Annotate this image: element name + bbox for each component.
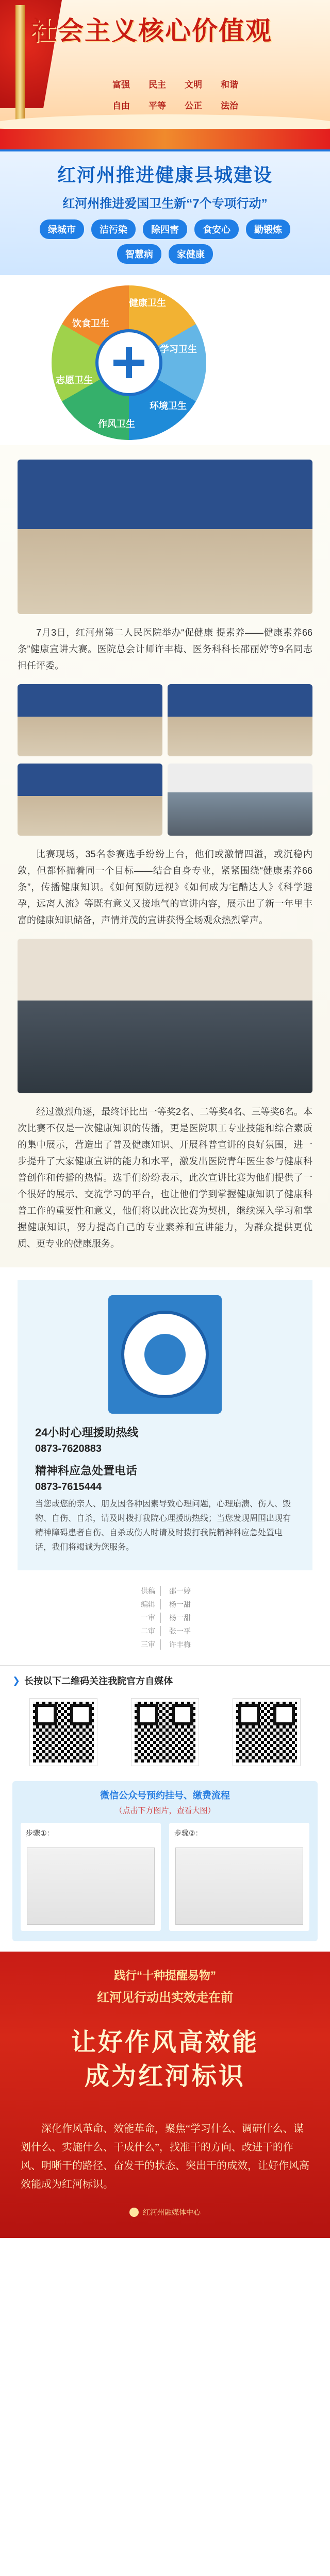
qr-section-title xyxy=(0,1666,330,1696)
credit-role: 编辑 xyxy=(120,1599,161,1609)
credit-role: 一审 xyxy=(120,1613,161,1623)
audience-photo xyxy=(168,764,312,836)
qr-code[interactable] xyxy=(233,1699,300,1766)
action-tag: 食安心 xyxy=(194,219,239,239)
ring-label: 学习卫生 xyxy=(160,344,197,354)
medical-cross-icon xyxy=(95,329,162,396)
speaker-photo xyxy=(18,764,162,836)
wechat-booking-card xyxy=(12,1781,318,1941)
qr-code-row xyxy=(0,1696,330,1776)
credit-role: 供稿 xyxy=(120,1586,161,1596)
value-word: 和谐 xyxy=(221,80,238,90)
credit-name: 邵一婷 xyxy=(169,1587,191,1595)
credit-name: 杨一甜 xyxy=(169,1614,191,1622)
ring-label: 饮食卫生 xyxy=(72,318,109,329)
qr-title-text: 长按以下二维码关注我院官方自媒体 xyxy=(24,1676,173,1686)
psych-hotline-title: 24小时心理援助热线 xyxy=(35,1426,139,1439)
action-tag: 除四害 xyxy=(143,219,187,239)
credit-row xyxy=(98,1626,232,1636)
value-word: 自由 xyxy=(112,101,130,111)
poster-text: 深化作风革命、效能革命，聚焦“学习什么、调研什么、谋划什么、实施什么、干成什么”，找准干的方向、改进干的作风、明晰干的路径、奋发干的状态、突出干的成效，让好作风高效能成为红河标识。 xyxy=(21,2123,309,2190)
credit-row xyxy=(98,1586,232,1596)
health-ring-graphic xyxy=(0,275,330,445)
media-center-name: 红河州融媒体中心 xyxy=(143,2208,201,2216)
value-word: 公正 xyxy=(185,101,202,111)
action-tags xyxy=(21,219,309,264)
action-tag: 智慧病 xyxy=(117,244,161,264)
credit-role: 二审 xyxy=(120,1626,161,1636)
value-word: 平等 xyxy=(148,101,166,111)
emergency-hotline-number[interactable]: 0873-7615444 xyxy=(35,1481,102,1493)
poster-slogan-1: 让好作风高效能 xyxy=(71,2029,259,2056)
booking-step-2[interactable] xyxy=(169,1823,309,1931)
hotline-section xyxy=(18,1280,312,1570)
value-word: 富强 xyxy=(112,80,130,90)
speaker-photo xyxy=(168,684,312,756)
chevron-right-icon: ❯ xyxy=(12,1675,21,1686)
wechat-card-title: 微信公众号预约挂号、缴费流程 xyxy=(100,1790,230,1801)
value-word: 法治 xyxy=(221,101,238,111)
booking-steps xyxy=(21,1823,309,1931)
poster-lead-2: 红河见行动出实效走在前 xyxy=(97,1991,233,2005)
credit-row xyxy=(98,1599,232,1609)
speaker-photos-row-2 xyxy=(18,764,312,836)
poster-lead: 践行“十种提醒易物” xyxy=(113,1969,216,1982)
poster-slogan-2: 成为红河标识 xyxy=(84,2063,245,2090)
step-label: 步骤②： xyxy=(174,1829,203,1837)
emergency-hotline-title: 精神科应急处置电话 xyxy=(35,1464,138,1477)
media-center-logo-icon xyxy=(129,2208,139,2217)
hotline-description: 当您或您的亲人、朋友因各种因素导致心理问题，心理崩溃、伤人、毁物、自伤、自杀，请及时拨打我院心理援助热线；当您发现周围出现有精神障碍患者自伤、自杀或伤人时请及时拨打我院精神科应急处置电话，我们将竭诚为您服务。 xyxy=(35,1500,291,1552)
psych-hotline-number[interactable]: 0873-7620883 xyxy=(35,1443,102,1454)
banner-title: 社会主义核心价值观 xyxy=(31,16,272,45)
poster-footer xyxy=(21,2207,309,2217)
hospital-logo xyxy=(108,1295,222,1414)
value-word: 文明 xyxy=(185,80,202,90)
article-body xyxy=(0,445,330,1267)
header-subtitle: 红河州推进爱国卫生新“7个专项行动” xyxy=(62,197,268,211)
editorial-credits xyxy=(98,1586,232,1650)
credit-name: 许丰梅 xyxy=(169,1640,191,1649)
paragraph-result: 经过激烈角逐，最终评比出一等奖2名、二等奖4名、三等奖6名。本次比赛不仅是一次健康知识的传播，更是医院职工专业技能和综合素质的集中展示，营造出了普及健康知识、开展科普宣讲的良好氛围，进一步提升了大家健康宣讲的能力和水平，激发出医院青年医生参与健康科普创作和传播的热情。选手们纷纷表示，此次宣讲比赛为他们提供了一个很好的展示、交流学习的平台，也让他们学到掌握健康知识了健康科普工作的重要性和意义，他们将以此次比赛为契机，继续深入学习和掌握健康知识，努力提高自己的专业素养和宣讲能力，为群众提供更优质、更专业的健康服务。 xyxy=(18,1107,312,1249)
action-tag: 家健康 xyxy=(169,244,213,264)
action-tag: 勤锻炼 xyxy=(246,219,290,239)
step-label: 步骤①： xyxy=(26,1829,54,1837)
credit-name: 杨一甜 xyxy=(169,1600,191,1608)
health-ring xyxy=(52,285,206,440)
credit-row xyxy=(98,1613,232,1623)
core-values-banner xyxy=(0,0,330,149)
action-tag: 洁污染 xyxy=(91,219,136,239)
header-title: 红河州推进健康县城建设 xyxy=(57,164,273,185)
article-header xyxy=(0,149,330,275)
paragraph-contest: 比赛现场，35名参赛选手纷纷上台，他们或激情四溢，或沉稳内敛，但都怀揣着同一个目标——结合自身专业，紧紧围绕“健康素养66条”，传播健康知识。《如何预防远视》《如何成为宅酷达人》《科学避孕，远离人流》等既有意义又接地气的宣讲内容，展示出了新一年里丰富的健康知识储备，声情并茂的宣讲获得全场观众热烈掌声。 xyxy=(18,849,312,925)
ring-label: 环境卫生 xyxy=(150,401,187,411)
qr-code[interactable] xyxy=(131,1699,199,1766)
ring-label: 作风卫生 xyxy=(98,419,135,429)
step-screenshot xyxy=(175,1848,303,1925)
speaker-photo xyxy=(18,684,162,756)
style-poster xyxy=(0,1952,330,2238)
credit-name: 张一平 xyxy=(169,1627,191,1635)
paragraph-intro: 7月3日，红河州第二人民医院举办“促健康 提素养——健康素养66条”健康宣讲大赛。医院总会计师许丰梅、医务科科长邵丽婷等9名同志担任评委。 xyxy=(18,628,312,671)
contest-stage-photo xyxy=(18,460,312,614)
ring-label: 健康卫生 xyxy=(129,298,166,308)
booking-step-1[interactable] xyxy=(21,1823,161,1931)
speaker-photos-row-1 xyxy=(18,684,312,756)
action-tag: 绿城市 xyxy=(40,219,84,239)
credit-role: 三审 xyxy=(120,1639,161,1650)
value-word: 民主 xyxy=(148,80,166,90)
step-screenshot xyxy=(27,1848,155,1925)
group-photo xyxy=(18,939,312,1093)
credit-row xyxy=(98,1639,232,1650)
qr-code[interactable] xyxy=(30,1699,97,1766)
ribbon-decoration xyxy=(0,129,330,149)
ring-label: 志愿卫生 xyxy=(56,375,93,385)
wechat-card-hint: （点击下方图片，查看大图） xyxy=(114,1806,216,1815)
